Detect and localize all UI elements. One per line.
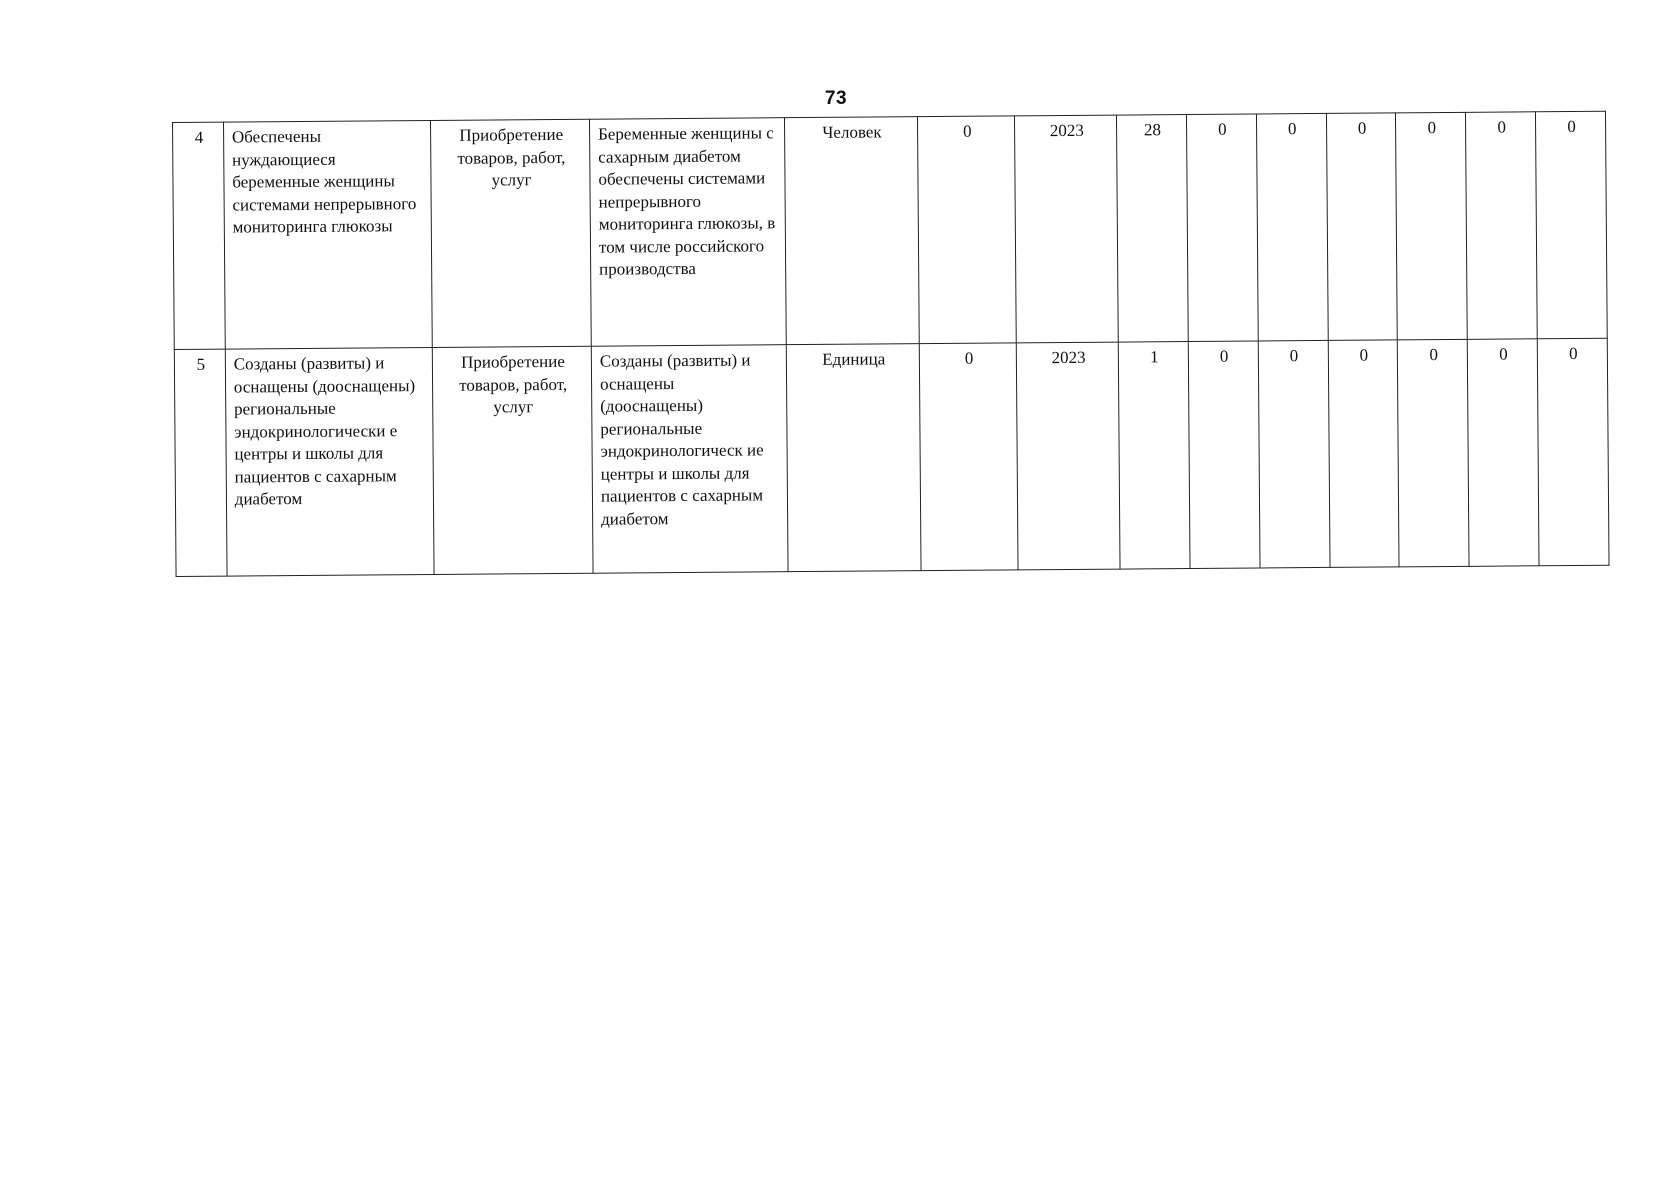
- value-cell: 0: [1536, 111, 1608, 339]
- value-cell: 0: [1467, 339, 1539, 567]
- value-cell: 0: [1186, 114, 1258, 342]
- base-value: 0: [918, 116, 1017, 344]
- result-characteristic: Беременные женщины с сахарным диабетом обеспечены системами непрерывного мониторинга глюкозы, в том числе российского производства: [589, 118, 786, 347]
- table-row: [174, 338, 1609, 576]
- value-cell: 0: [1188, 341, 1260, 569]
- table-row: [173, 111, 1608, 349]
- result-type: Приобретение товаров, работ, услуг: [432, 346, 593, 574]
- value-cell: 0: [1398, 339, 1470, 567]
- value-cell: 0: [1396, 112, 1468, 340]
- value-cell: 0: [1328, 340, 1400, 568]
- value-cell: 0: [1537, 338, 1609, 566]
- row-number: 5: [174, 349, 227, 576]
- base-value: 0: [919, 343, 1018, 571]
- value-cell: 28: [1116, 115, 1188, 343]
- results-table: [172, 111, 1610, 577]
- value-cell: 0: [1326, 113, 1398, 341]
- base-year: 2023: [1015, 115, 1118, 343]
- value-cell: 0: [1466, 112, 1538, 340]
- result-name: Созданы (развиты) и оснащены (дооснащены) региональные эндокринологически е центры и школы для пациентов с сахарным диабетом: [225, 347, 434, 576]
- value-cell: 0: [1256, 113, 1328, 341]
- results-table-wrapper: [172, 111, 1610, 577]
- row-number: 4: [173, 122, 226, 349]
- result-type: Приобретение товаров, работ, услуг: [431, 119, 592, 347]
- unit-of-measure: Единица: [786, 344, 921, 572]
- result-name: Обеспечены нуждающиеся беременные женщины системами непрерывного мониторинга глюкозы: [223, 120, 432, 349]
- value-cell: 1: [1118, 342, 1190, 570]
- result-characteristic: Созданы (развиты) и оснащены (дооснащены) региональные эндокринологическ ие центры и школы для пациентов с сахарным диабетом: [591, 345, 788, 574]
- unit-of-measure: Человек: [784, 117, 919, 345]
- base-year: 2023: [1017, 342, 1120, 570]
- page-number: 73: [824, 88, 848, 109]
- value-cell: 0: [1258, 340, 1330, 568]
